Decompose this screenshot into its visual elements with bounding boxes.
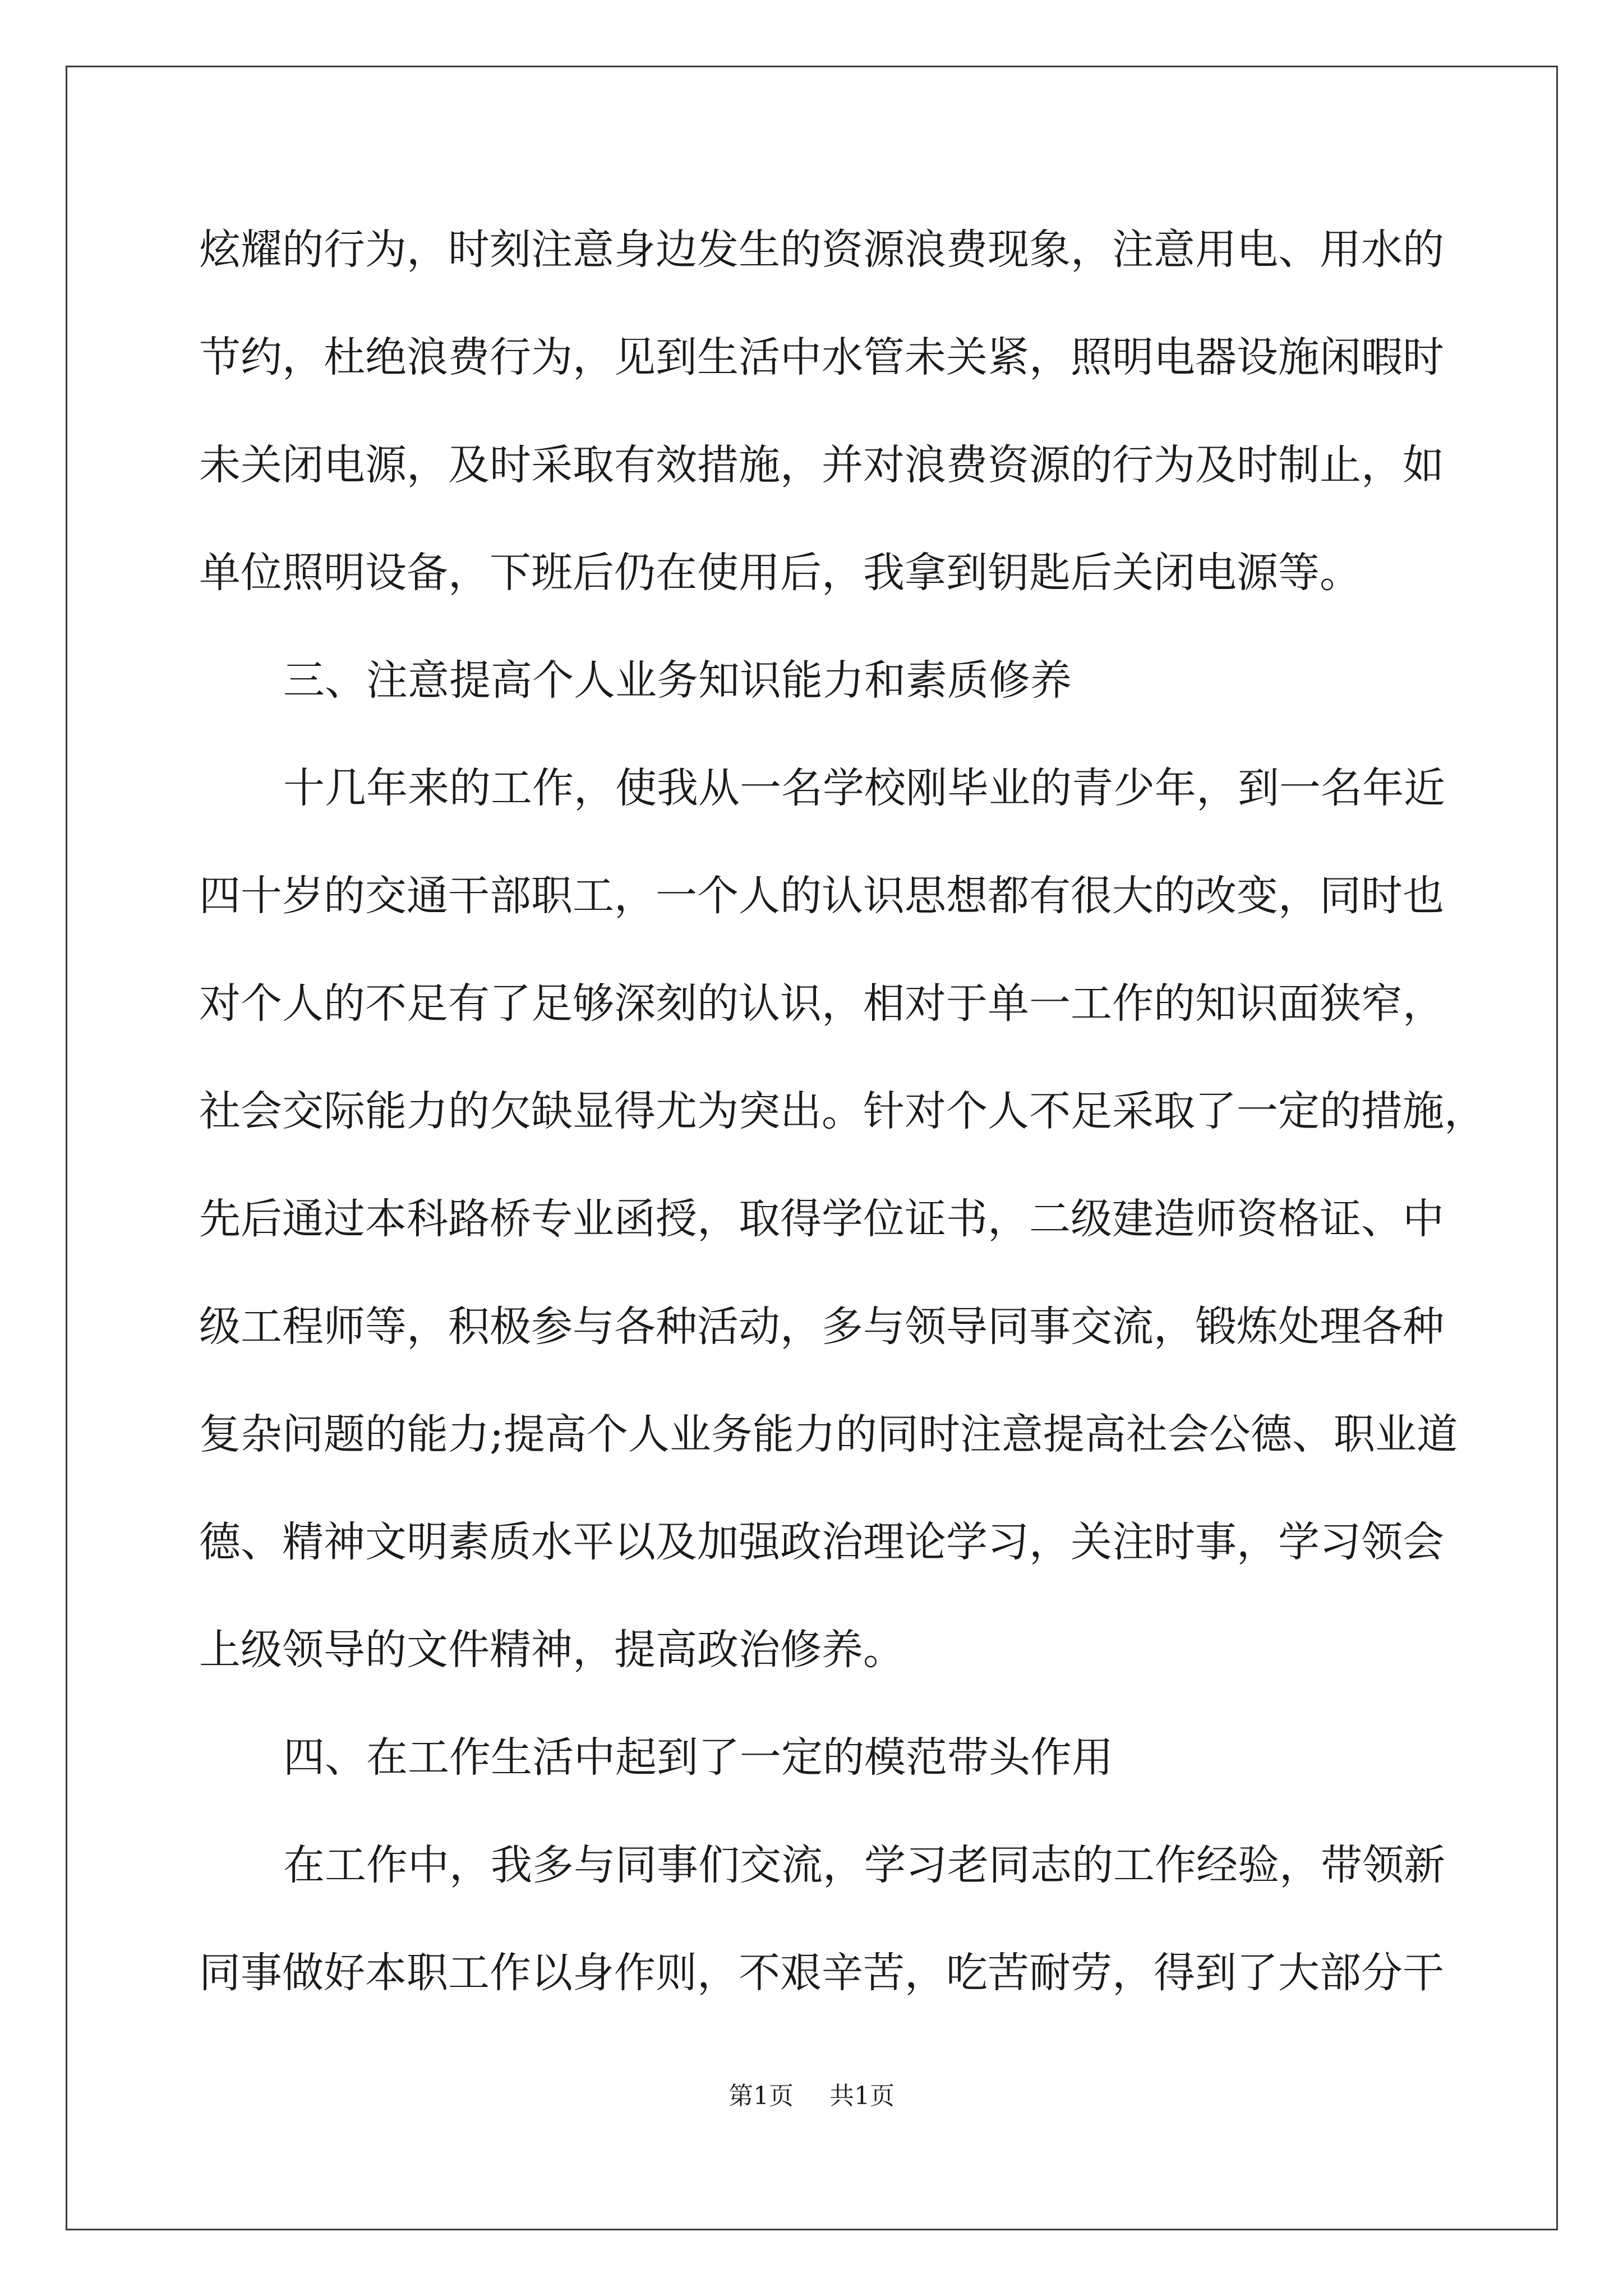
page-number: 第1页	[728, 2082, 794, 2110]
document-body	[199, 213, 1486, 2044]
page-footer	[0, 2076, 1623, 2111]
page-total: 共1页	[829, 2082, 895, 2110]
text-line: 上级领导的文件精神，提高政治修养。	[199, 1626, 905, 1674]
section-heading: 三、注意提高个人业务知识能力和素质修养	[283, 656, 1072, 705]
text-line: 同事做好本职工作以身作则，不艰辛苦，吃苦耐劳，得到了大部分干	[199, 1949, 1444, 1997]
text-line: 四十岁的交通干部职工，一个人的认识思想都有很大的改变，同时也	[199, 872, 1444, 920]
text-line: 德、精神文明素质水平以及加强政治理论学习，关注时事，学习领会	[199, 1518, 1444, 1566]
text-line: 单位照明设备，下班后仍在使用后，我拿到钥匙后关闭电源等。	[199, 549, 1361, 597]
text-line: 级工程师等，积极参与各种活动，多与领导同事交流，锻炼处理各种	[199, 1303, 1444, 1351]
text-line: 社会交际能力的欠缺显得尤为突出。针对个人不足采取了一定的措施，	[199, 1087, 1486, 1135]
text-line: 对个人的不足有了足够深刻的认识，相对于单一工作的知识面狭窄，	[199, 979, 1444, 1028]
text-line: 炫耀的行为，时刻注意身边发生的资源浪费现象，注意用电、用水的	[199, 226, 1444, 274]
text-line: 未关闭电源，及时采取有效措施，并对浪费资源的行为及时制止，如	[199, 441, 1444, 489]
section-heading: 四、在工作生活中起到了一定的模范带头作用	[283, 1733, 1113, 1782]
text-line: 节约，杜绝浪费行为，见到生活中水管未关紧，照明电器设施闲暇时	[199, 333, 1444, 381]
text-line: 复杂问题的能力;提高个人业务能力的同时注意提高社会公德、职业道	[199, 1410, 1458, 1458]
text-line: 先后通过本科路桥专业函授，取得学位证书，二级建造师资格证、中	[199, 1195, 1444, 1243]
text-line: 十几年来的工作，使我从一名学校刚毕业的青少年，到一名年近	[283, 764, 1445, 812]
text-line: 在工作中，我多与同事们交流，学习老同志的工作经验，带领新	[283, 1841, 1445, 1889]
